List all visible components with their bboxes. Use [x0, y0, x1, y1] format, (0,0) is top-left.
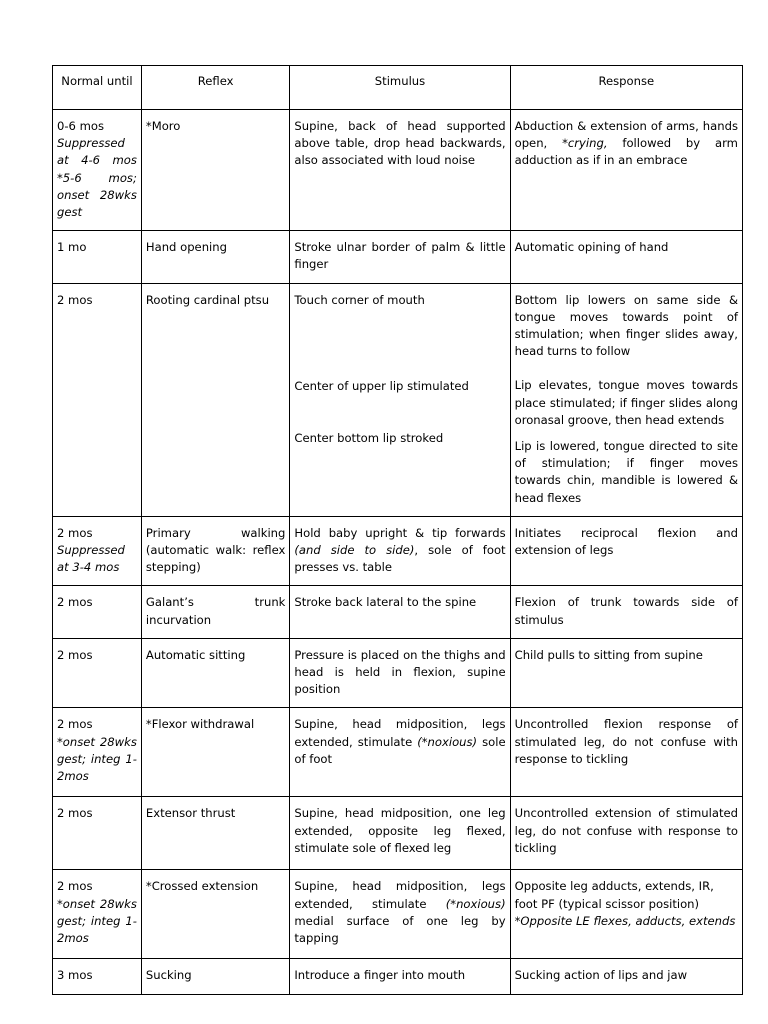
response-spacer: [515, 360, 738, 377]
reflex-name: Automatic sitting: [145, 647, 246, 662]
response-text: Flexion of trunk towards side of stimulus: [514, 595, 738, 627]
normal-until-value: 0-6 mos: [57, 119, 105, 133]
stimulus-text-end: sole of foot: [294, 734, 506, 766]
table-row: [53, 959, 743, 994]
cell-normal-until: [53, 870, 142, 959]
reflex-name: Galant’s trunk incurvation: [145, 595, 286, 627]
reflex-name: Primary walking (automatic walk: reflex stepping): [145, 525, 286, 575]
cell-normal-until: [53, 638, 142, 708]
normal-until-note: *onset 28wks gest; integ 1-2mos: [57, 896, 137, 946]
response-text-3: Lip is lowered, tongue directed to site of stimulation; if finger moves towards chin, mandible is lowered & head flexes: [514, 439, 738, 505]
normal-until-value: 2 mos: [57, 806, 93, 821]
response-text: Initiates reciprocal flexion and extension of legs: [514, 525, 738, 558]
table-row: [53, 516, 743, 586]
response-text: Automatic opining of hand: [514, 240, 669, 255]
stimulus-text: Hold baby upright & tip forwards: [294, 525, 506, 540]
reflex-name: *Flexor withdrawal: [145, 717, 255, 732]
cell-reflex: [141, 959, 290, 994]
cell-response: [510, 516, 742, 586]
cell-response: [510, 638, 742, 708]
normal-until-value: 2 mos: [57, 717, 93, 732]
cell-reflex: [141, 708, 290, 797]
cell-response: [510, 797, 742, 870]
cell-normal-until: [53, 797, 142, 870]
response-italic-text: *crying,: [562, 136, 608, 151]
reflex-name: Extensor thrust: [145, 806, 236, 821]
cell-normal-until: [53, 959, 142, 994]
cell-normal-until: [53, 516, 142, 586]
stimulus-italic-text: (*noxious): [417, 734, 478, 749]
cell-reflex: [141, 283, 290, 516]
cell-stimulus: [290, 870, 510, 959]
cell-reflex: [141, 110, 290, 231]
normal-until-value: 2 mos: [57, 525, 93, 540]
response-text: Uncontrolled flexion response of stimulated leg, do not confuse with response to tickling: [514, 717, 738, 766]
header-normal-until: Normal until: [53, 66, 142, 110]
table-row: [53, 283, 743, 516]
stimulus-text-3: Center bottom lip stroked: [294, 431, 444, 446]
table-row: [53, 870, 743, 959]
cell-response: [510, 586, 742, 638]
cell-stimulus: [290, 231, 510, 283]
normal-until-value: 2 mos: [57, 879, 93, 894]
cell-reflex: [141, 870, 290, 959]
cell-response: [510, 708, 742, 797]
reflex-name: Hand opening: [145, 240, 227, 255]
header-reflex: Reflex: [141, 66, 290, 110]
stimulus-text: Introduce a finger into mouth: [294, 968, 466, 983]
response-text-end: followed by arm adduction as if in an embrace: [514, 136, 738, 168]
stimulus-text-1: Touch corner of mouth: [294, 292, 425, 307]
table-row: [53, 708, 743, 797]
normal-until-note: Suppressed at 4-6 mos *5-6 mos; onset 28wks gest: [57, 136, 137, 220]
header-row: [53, 66, 743, 110]
cell-reflex: [141, 516, 290, 586]
stimulus-text: Stroke back lateral to the spine: [294, 595, 477, 610]
cell-normal-until: [53, 708, 142, 797]
stimulus-text: Supine, head midposition, legs extended, stimulate: [294, 879, 506, 911]
table-row: [53, 110, 743, 231]
cell-reflex: [141, 231, 290, 283]
normal-until-value: 3 mos: [57, 968, 93, 983]
cell-response: [510, 870, 742, 959]
cell-stimulus: [290, 110, 510, 231]
header-response: Response: [510, 66, 742, 110]
stimulus-text-end: , sole of foot presses vs. table: [294, 543, 506, 575]
cell-reflex: [141, 638, 290, 708]
normal-until-note: *onset 28wks gest; integ 1-2mos: [57, 734, 137, 784]
stimulus-text: Supine, head midposition, one leg extended, opposite leg flexed, stimulate sole of flexed leg: [294, 806, 506, 855]
cell-normal-until: [53, 586, 142, 638]
reflex-name: Rooting cardinal ptsu: [145, 292, 270, 307]
stimulus-text: Supine, back of head supported above table, drop head backwards, also associated with loud noise: [294, 119, 506, 168]
normal-until-value: 2 mos: [57, 292, 93, 307]
cell-response: [510, 283, 742, 516]
table-row: [53, 638, 743, 708]
cell-stimulus: [290, 959, 510, 994]
cell-normal-until: [53, 283, 142, 516]
cell-stimulus: [290, 586, 510, 638]
cell-stimulus: [290, 516, 510, 586]
stimulus-text-end: medial surface of one leg by tapping: [294, 913, 506, 946]
table-row: [53, 231, 743, 283]
response-text: Opposite leg adducts, extends, IR, foot PF (typical scissor position): [514, 879, 714, 911]
reflex-name: *Moro: [145, 119, 181, 133]
cell-response: [510, 110, 742, 231]
response-text-1: Bottom lip lowers on same side & tongue moves towards point of stimulation; when finger slides away, head turns to follow: [514, 292, 738, 359]
response-spacer: [515, 429, 738, 438]
cell-stimulus: [290, 797, 510, 870]
response-text: Abduction & extension of arms, hands open,: [514, 119, 738, 151]
cell-response: [510, 959, 742, 994]
cell-normal-until: [53, 110, 142, 231]
normal-until-note: Suppressed at 3-4 mos: [57, 543, 125, 575]
response-text: Uncontrolled extension of stimulated leg, do not confuse with response to tickling: [514, 806, 738, 855]
response-note: *Opposite LE flexes, adducts, extends: [514, 913, 736, 928]
stimulus-spacer: [294, 395, 505, 430]
cell-reflex: [141, 586, 290, 638]
cell-normal-until: [53, 231, 142, 283]
stimulus-text-2: Center of upper lip stimulated: [294, 378, 469, 393]
normal-until-value: 2 mos: [57, 595, 93, 610]
table-row: [53, 797, 743, 870]
cell-reflex: [141, 797, 290, 870]
stimulus-spacer: [294, 309, 505, 378]
cell-stimulus: [290, 638, 510, 708]
reflex-name: *Crossed extension: [145, 879, 259, 894]
reflex-name: Sucking: [145, 968, 192, 983]
stimulus-text: Pressure is placed on the thighs and head is held in flexion, supine position: [294, 647, 506, 697]
table-row: [53, 586, 743, 638]
cell-response: [510, 231, 742, 283]
stimulus-italic-text: (and side to side): [294, 543, 415, 558]
reflex-table: [52, 65, 743, 995]
response-text-2: Lip elevates, tongue moves towards place stimulated; if finger slides along oronasal groove, then head extends: [514, 378, 738, 427]
stimulus-text: Supine, head midposition, legs extended, stimulate: [294, 717, 506, 749]
response-text: Child pulls to sitting from supine: [514, 647, 703, 662]
response-text: Sucking action of lips and jaw: [514, 968, 688, 983]
cell-stimulus: [290, 283, 510, 516]
normal-until-value: 1 mo: [57, 240, 87, 255]
stimulus-italic-text: (*noxious): [445, 896, 506, 911]
cell-stimulus: [290, 708, 510, 797]
header-stimulus: Stimulus: [290, 66, 510, 110]
stimulus-text: Stroke ulnar border of palm & little finger: [294, 240, 506, 272]
normal-until-value: 2 mos: [57, 647, 93, 662]
